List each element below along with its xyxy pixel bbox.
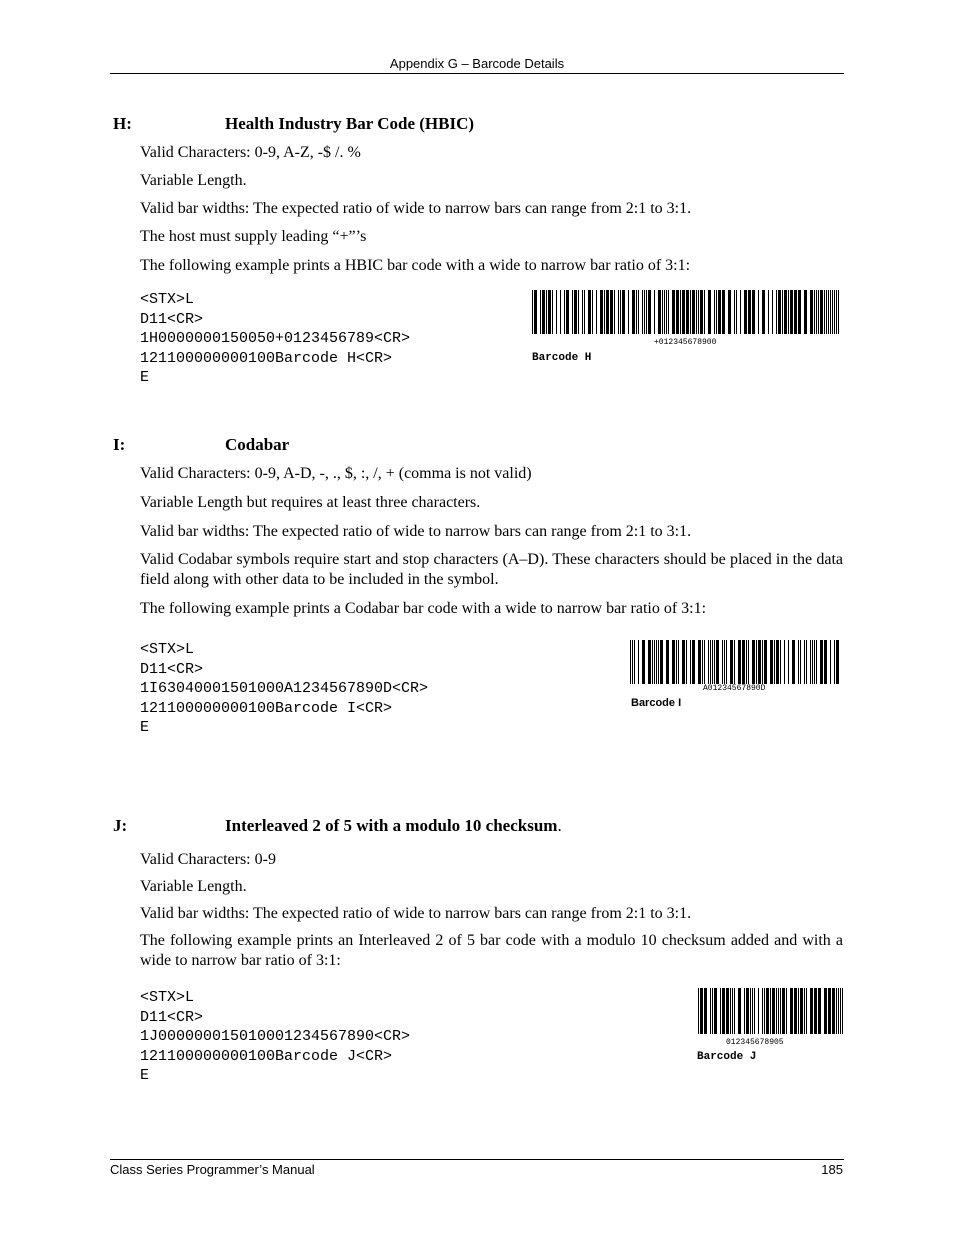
barcode-bar (758, 988, 759, 1034)
barcode-bar (818, 290, 819, 334)
barcode-bar (600, 290, 603, 334)
barcode-bar (806, 988, 807, 1034)
barcode-bar (834, 640, 835, 684)
barcode-bar (700, 988, 703, 1034)
barcode-bar (772, 290, 773, 334)
code-example: <STX>L D11<CR> 1I63040001501000A1234567890D<CR> 121100000000100Barcode I<CR> E (140, 641, 429, 736)
barcode-bar (828, 988, 831, 1034)
barcode-caption: Barcode H (532, 352, 592, 364)
barcode-bar (842, 988, 843, 1034)
barcode-bar (830, 290, 831, 334)
barcode-bar (770, 640, 773, 684)
footer-rule (110, 1159, 844, 1160)
paragraph: The following example prints a Codabar bar code with a wide to narrow bar ratio of 3:1: (140, 600, 707, 617)
barcode-bar (794, 988, 797, 1034)
barcode-bar (788, 290, 789, 334)
barcode-bar (638, 640, 639, 684)
barcode-bar (686, 290, 689, 334)
paragraph: Valid bar widths: The expected ratio of wide to narrow bars can range from 2:1 to 3:1. (140, 523, 692, 540)
barcode-bar (596, 290, 597, 334)
barcode-bar (698, 640, 701, 684)
barcode-bar (726, 640, 727, 684)
barcode-bar (740, 290, 741, 334)
barcode-bar (630, 640, 631, 684)
barcode-bar (762, 640, 763, 684)
paragraph: Valid bar widths: The expected ratio of wide to narrow bars can range from 2:1 to 3:1. (140, 200, 692, 217)
barcode-bar (666, 290, 667, 334)
barcode-bar (746, 640, 747, 684)
barcode-bar (762, 290, 765, 334)
barcode-bar (704, 988, 707, 1034)
barcode-bar (540, 290, 541, 334)
barcode-bar (678, 640, 679, 684)
barcode-bar (704, 290, 705, 334)
barcode-bar (690, 290, 691, 334)
barcode-bar (806, 640, 807, 684)
barcode-bar (546, 290, 547, 334)
barcode-bar (642, 640, 645, 684)
barcode-bar (676, 290, 679, 334)
barcode-bar (758, 290, 759, 334)
paragraph: Valid Characters: 0-9, A-Z, -$ /. % (140, 144, 361, 161)
barcode-bar (722, 290, 725, 334)
barcode-bar (818, 988, 821, 1034)
barcode-bar (836, 988, 837, 1034)
barcode-bar (820, 640, 823, 684)
barcode-bar (752, 988, 753, 1034)
barcode-bar (656, 640, 657, 684)
barcode-human-readable: +012345678900 (654, 338, 717, 347)
barcode-bar (710, 640, 711, 684)
barcode-bar (662, 290, 663, 334)
barcode-bar (716, 640, 719, 684)
barcode-bar (794, 290, 797, 334)
barcode-bar (572, 290, 573, 334)
barcode-bar (836, 290, 837, 334)
section-letter: I: (113, 435, 126, 454)
barcode-bar (578, 290, 579, 334)
barcode-bar (638, 290, 639, 334)
barcode-bar (618, 290, 619, 334)
barcode-bar (776, 988, 777, 1034)
page-number: 185 (821, 1162, 843, 1177)
paragraph: Valid Characters: 0-9, A-D, -, ., $, :, /, + (comma is not valid) (140, 465, 532, 482)
barcode-bar (690, 640, 691, 684)
barcode-bar (692, 640, 695, 684)
page-header: Appendix G – Barcode Details (389, 56, 565, 71)
barcode-bar (824, 640, 827, 684)
barcode-bar (768, 290, 769, 334)
section-title: Health Industry Bar Code (HBIC) (225, 114, 475, 133)
barcode-bar (658, 640, 659, 684)
barcode-bar (830, 640, 831, 684)
barcode-bar (784, 640, 785, 684)
barcode-bar (814, 988, 817, 1034)
barcode-bar (534, 290, 537, 334)
barcode-human-readable: 012345678905 (726, 1038, 784, 1047)
code-example: <STX>L D11<CR> 1J000000015010001234567890<CR> 121100000000100Barcode J<CR> E (140, 989, 411, 1084)
barcode-bar (682, 290, 685, 334)
barcode-bar (816, 290, 817, 334)
paragraph: The following example prints a HBIC bar code with a wide to narrow bar ratio of 3:1: (140, 257, 691, 274)
barcode-bar (732, 988, 733, 1034)
barcode-bar (742, 640, 745, 684)
barcode-bar (632, 290, 635, 334)
barcode-bar (724, 640, 725, 684)
barcode-bar (800, 640, 801, 684)
barcode-bar (804, 290, 807, 334)
barcode-bar (752, 290, 755, 334)
paragraph: Variable Length but requires at least three characters. (140, 494, 481, 511)
barcode-bar (728, 290, 731, 334)
barcode-bar (738, 640, 741, 684)
barcode-bar (666, 640, 669, 684)
barcode-bar (614, 290, 615, 334)
barcode-bar (786, 988, 787, 1034)
barcode-bar (814, 640, 815, 684)
barcode-bar (758, 640, 761, 684)
barcode-bar (748, 640, 749, 684)
barcode-bar (622, 290, 625, 334)
barcode-bar (672, 640, 675, 684)
barcode-bar (710, 988, 711, 1034)
barcode-bar (764, 988, 765, 1034)
section-letter: J: (113, 816, 128, 835)
barcode-bar (782, 290, 783, 334)
section-title-tail: . (557, 816, 562, 835)
barcode-bar (790, 988, 793, 1034)
barcode-bar (736, 290, 737, 334)
barcode-bar (702, 640, 703, 684)
barcode-bar (812, 640, 813, 684)
barcode-caption: Barcode I (631, 697, 682, 709)
barcode-bar (708, 640, 709, 684)
barcode-bar (606, 290, 609, 334)
barcode-bar (832, 290, 833, 334)
code-example: <STX>L D11<CR> 1H0000000150050+0123456789<CR> 121100000000100Barcode H<CR> E (140, 291, 411, 386)
barcode-bar (620, 290, 621, 334)
barcode-bar (784, 290, 787, 334)
barcode-bar (716, 290, 717, 334)
barcode-bar (744, 290, 747, 334)
barcode-bar (680, 290, 681, 334)
barcode-bar (714, 988, 717, 1034)
barcode-bar (584, 290, 585, 334)
paragraph: The host must supply leading “+”’s (140, 228, 367, 245)
barcode-bar (654, 290, 655, 334)
barcode-bar (644, 290, 645, 334)
barcode-bar (764, 640, 767, 684)
barcode-bar (834, 290, 835, 334)
barcode-bar (782, 988, 785, 1034)
barcode-bar (708, 290, 711, 334)
barcode-image (698, 988, 844, 1034)
barcode-bar (582, 290, 583, 334)
barcode-bar (730, 988, 731, 1034)
barcode-bar (838, 988, 839, 1034)
barcode-bar (668, 290, 669, 334)
barcode-bar (792, 640, 795, 684)
barcode-bar (780, 640, 781, 684)
barcode-bar (648, 640, 651, 684)
barcode-bar (800, 988, 803, 1034)
barcode-bar (766, 988, 769, 1034)
barcode-bar (574, 290, 577, 334)
barcode-bar (722, 988, 725, 1034)
barcode-bar (838, 290, 839, 334)
barcode-caption: Barcode J (697, 1051, 757, 1063)
barcode-bar (556, 290, 557, 334)
barcode-bar (642, 290, 643, 334)
footer-manual-title: Class Series Programmer’s Manual (110, 1162, 315, 1177)
barcode-bar (746, 988, 749, 1034)
barcode-bar (734, 290, 735, 334)
barcode-bar (696, 290, 697, 334)
barcode-bar (664, 290, 665, 334)
barcode-bar (798, 290, 801, 334)
barcode-bar (816, 640, 817, 684)
barcode-bar (682, 640, 685, 684)
barcode-bar (552, 290, 553, 334)
barcode-bar (836, 640, 839, 684)
barcode-bar (628, 290, 629, 334)
barcode-bar (652, 640, 653, 684)
barcode-bar (762, 988, 763, 1034)
barcode-bar (810, 290, 813, 334)
header-rule (110, 73, 844, 74)
barcode-bar (790, 290, 793, 334)
barcode-image (630, 640, 841, 684)
barcode-bar (798, 640, 799, 684)
paragraph: Variable Length. (140, 878, 247, 895)
barcode-bar (776, 640, 779, 684)
barcode-bar (840, 988, 841, 1034)
barcode-bar (714, 640, 715, 684)
barcode-bar (532, 290, 533, 334)
barcode-bar (564, 290, 565, 334)
barcode-bar (700, 290, 703, 334)
barcode-bar (774, 640, 775, 684)
barcode-bar (692, 290, 695, 334)
barcode-bar (778, 290, 781, 334)
barcode-bar (744, 988, 745, 1034)
barcode-bar (560, 290, 561, 334)
barcode-bar (654, 640, 655, 684)
barcode-bar (722, 640, 723, 684)
section-title: Interleaved 2 of 5 with a modulo 10 checksum (225, 816, 558, 835)
barcode-bar (750, 988, 751, 1034)
barcode-bar (648, 290, 651, 334)
barcode-bar (548, 290, 551, 334)
barcode-bar (720, 988, 721, 1034)
barcode-bars (630, 640, 841, 684)
barcode-bar (748, 290, 751, 334)
paragraph: Valid Characters: 0-9 (140, 851, 276, 868)
barcode-bar (826, 290, 827, 334)
barcode-bar (610, 290, 613, 334)
barcode-bar (726, 988, 729, 1034)
section-letter: H: (113, 114, 132, 133)
barcode-bar (828, 290, 829, 334)
barcode-bar (566, 290, 569, 334)
barcode-bar (824, 988, 827, 1034)
barcode-bars (698, 988, 844, 1034)
barcode-bar (778, 988, 779, 1034)
paragraph: Valid bar widths: The expected ratio of wide to narrow bars can range from 2:1 to 3:1. (140, 905, 692, 922)
barcode-bar (824, 290, 825, 334)
barcode-bar (820, 290, 823, 334)
barcode-bar (776, 290, 777, 334)
barcode-bar (810, 988, 813, 1034)
barcode-image (532, 290, 840, 334)
barcode-bar (714, 290, 715, 334)
barcode-bar (798, 988, 799, 1034)
barcode-bar (698, 290, 699, 334)
barcode-bar (636, 290, 637, 334)
barcode-bar (604, 290, 605, 334)
paragraph: Variable Length. (140, 172, 247, 189)
barcode-bars (532, 290, 840, 334)
paragraph: The following example prints an Interleaved 2 of 5 bar code with a modulo 10 checksum added and with a wide to narrow bar ratio of 3:1: (140, 932, 843, 969)
barcode-bar (588, 290, 591, 334)
barcode-bar (542, 290, 545, 334)
barcode-bar (804, 988, 805, 1034)
barcode-bar (592, 290, 593, 334)
barcode-bar (754, 988, 755, 1034)
barcode-bar (788, 640, 789, 684)
barcode-bar (672, 290, 675, 334)
barcode-human-readable: A01234567890D (703, 684, 766, 693)
section-title: Codabar (225, 435, 290, 454)
barcode-bar (770, 988, 771, 1034)
barcode-bar (704, 640, 705, 684)
barcode-bar (718, 290, 721, 334)
barcode-bar (780, 988, 781, 1034)
barcode-bar (712, 988, 713, 1034)
barcode-bar (734, 640, 735, 684)
barcode-bar (646, 290, 647, 334)
barcode-bar (804, 640, 805, 684)
barcode-bar (698, 988, 699, 1034)
barcode-bar (686, 640, 687, 684)
barcode-bar (632, 640, 633, 684)
barcode-bar (832, 988, 835, 1034)
barcode-bar (756, 640, 757, 684)
barcode-bar (660, 640, 663, 684)
barcode-bar (752, 640, 755, 684)
barcode-bar (658, 290, 661, 334)
barcode-bar (772, 988, 775, 1034)
barcode-bar (730, 640, 733, 684)
barcode-bar (712, 640, 713, 684)
paragraph: Valid Codabar symbols require start and stop characters (A–D). These characters should be placed in the data field along with other data to be included in the symbol. (140, 551, 843, 588)
barcode-bar (738, 988, 741, 1034)
barcode-bar (810, 640, 811, 684)
barcode-bar (814, 290, 815, 334)
barcode-bar (676, 640, 677, 684)
barcode-bar (634, 640, 635, 684)
barcode-bar (734, 988, 735, 1034)
